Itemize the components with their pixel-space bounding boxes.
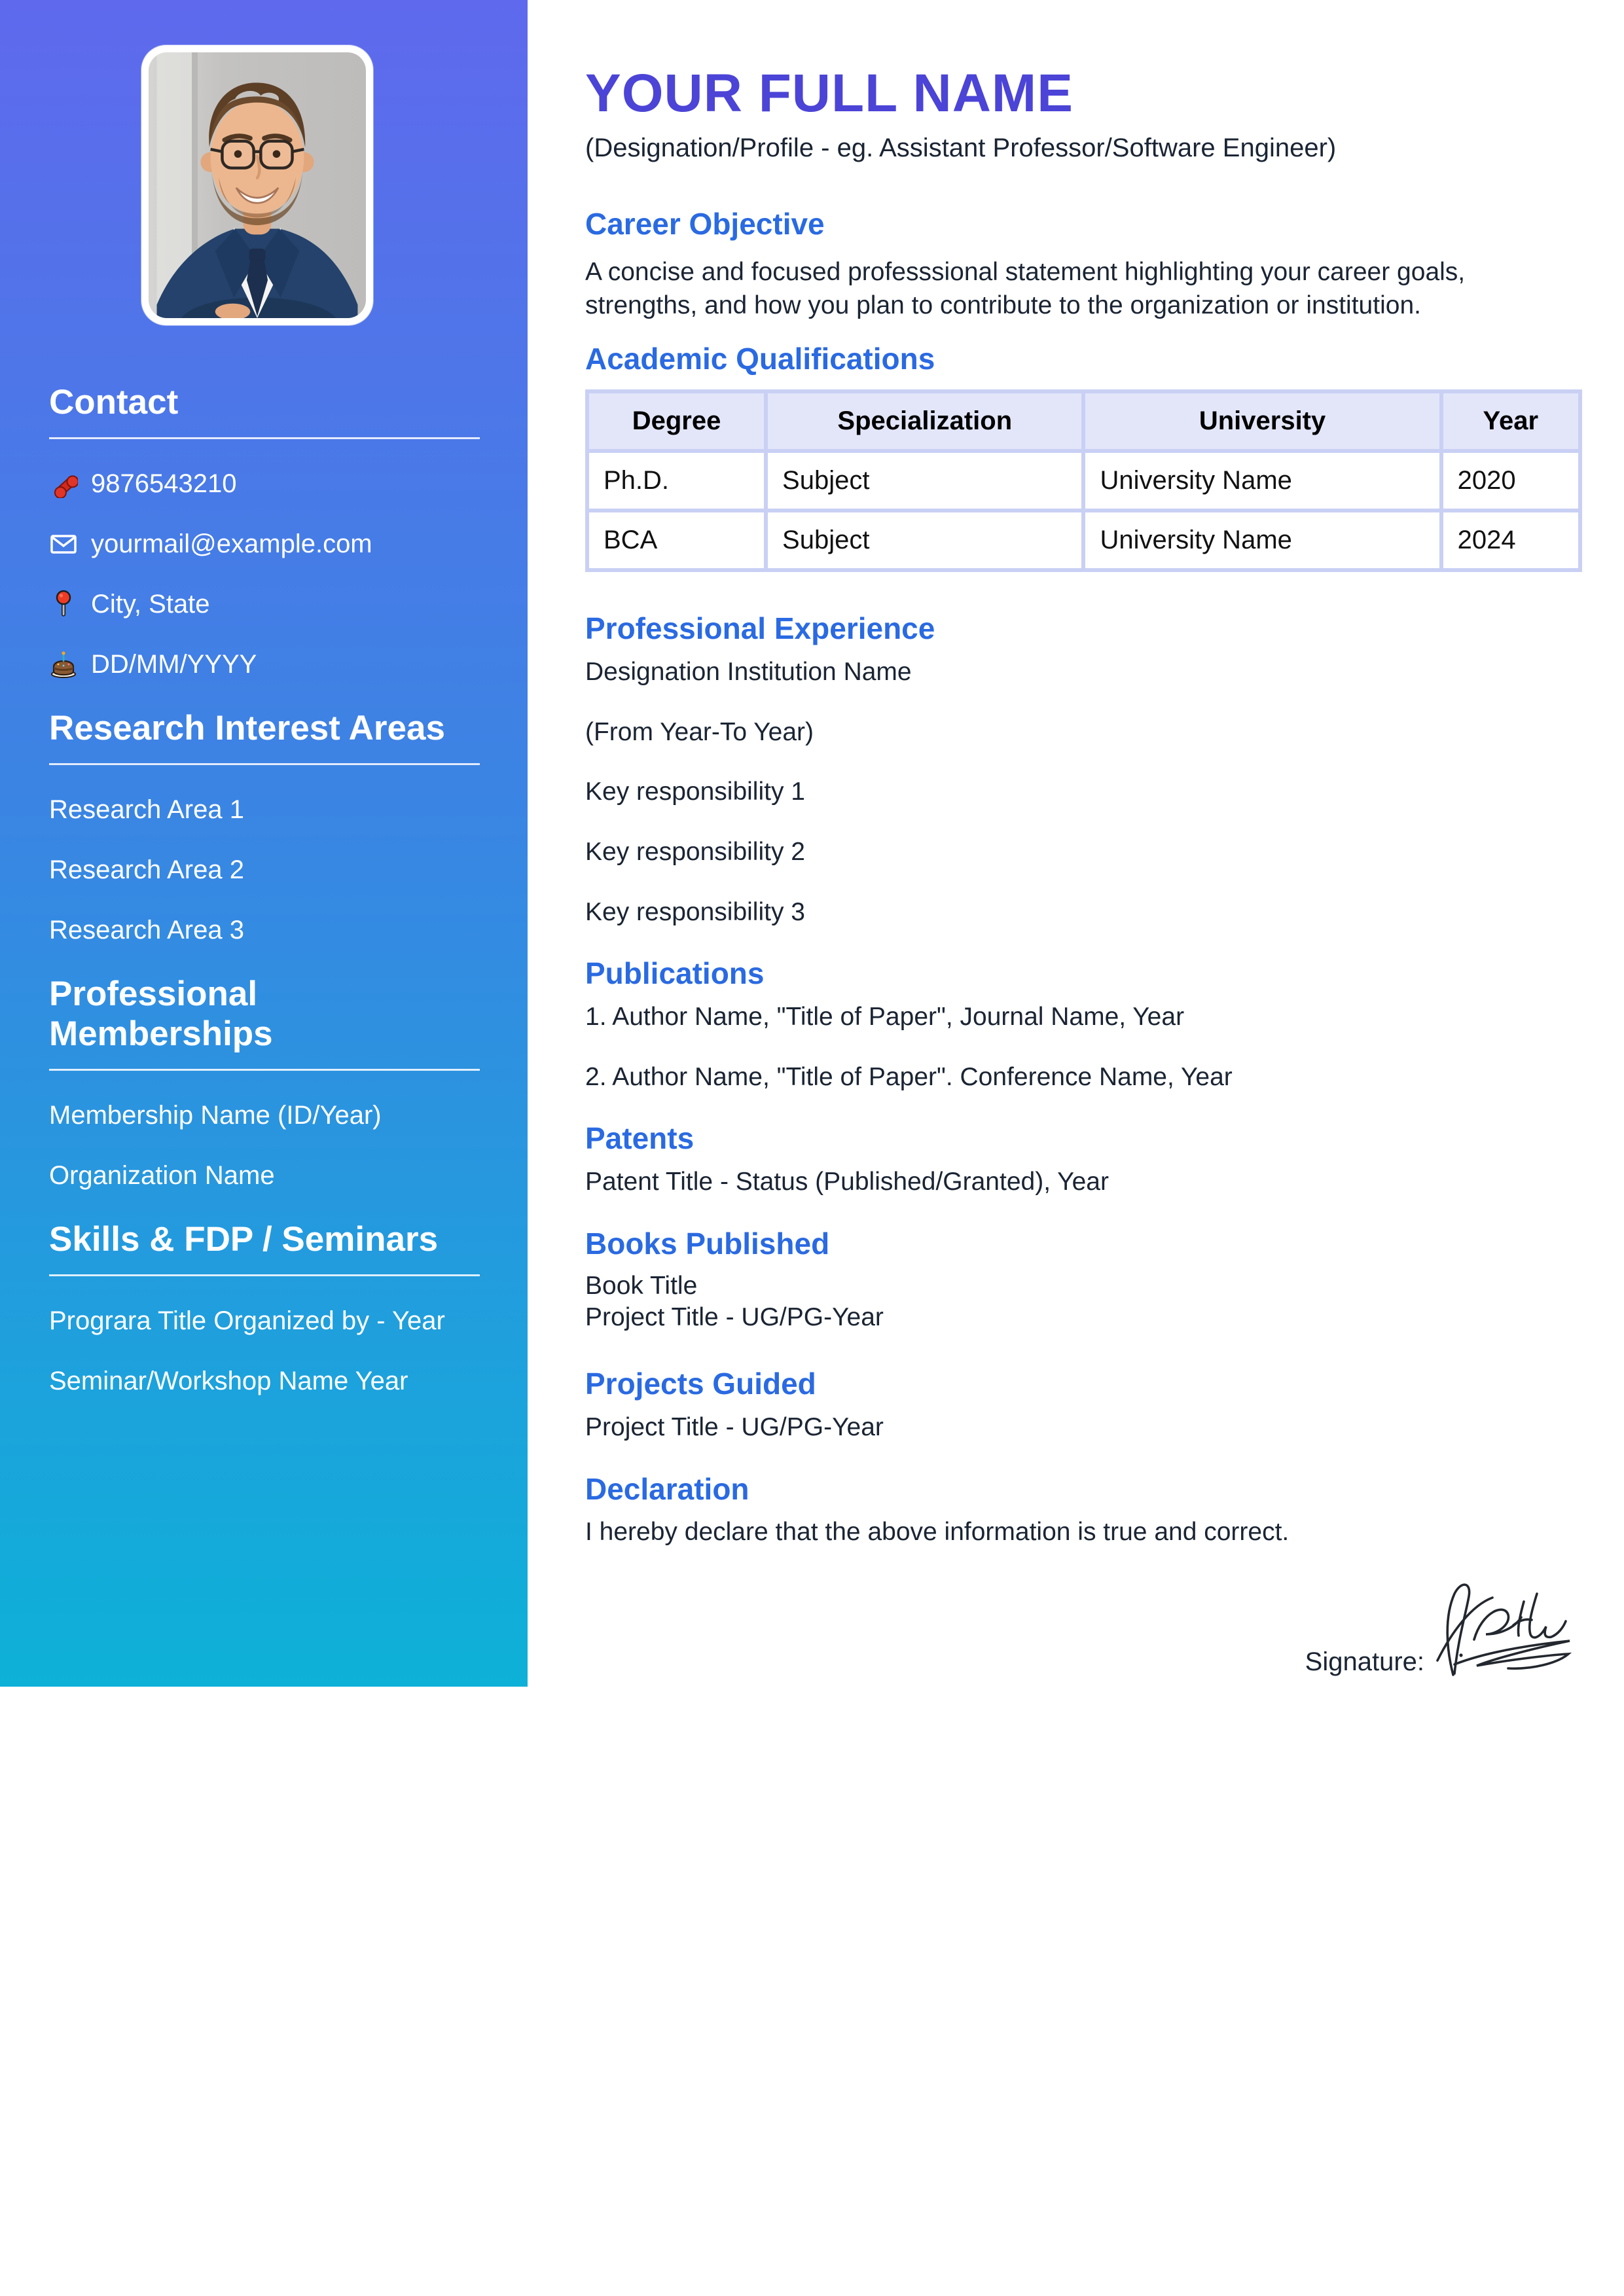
skills-item: Seminar/Workshop Name Year xyxy=(49,1366,408,1395)
research-areas-heading: Research Interest Areas xyxy=(49,709,480,765)
cell-year: 2020 xyxy=(1441,451,1580,511)
location-icon xyxy=(49,590,78,619)
books-block xyxy=(585,1270,1597,1335)
birthday-icon xyxy=(49,650,78,679)
designation: (Designation/Profile - eg. Assistant Professor/Software Engineer) xyxy=(585,134,1337,163)
contact-phone-text: 9876543210 xyxy=(91,469,237,498)
declaration-heading: Declaration xyxy=(585,1471,749,1506)
contact-item-email xyxy=(49,528,480,560)
research-area-item: Research Area 3 xyxy=(49,915,244,944)
cell-degree: BCA xyxy=(587,511,766,570)
experience-heading: Professional Experience xyxy=(585,611,935,646)
full-name: YOUR FULL NAME xyxy=(585,63,1074,123)
table-row xyxy=(587,511,1580,570)
contact-item-birthday xyxy=(49,649,480,680)
publication-item: 1. Author Name, "Title of Paper", Journal Name, Year xyxy=(585,1003,1185,1031)
research-area-item: Research Area 2 xyxy=(49,855,244,884)
cell-degree: Ph.D. xyxy=(587,451,766,511)
experience-line: Key responsibility 1 xyxy=(585,778,805,806)
academic-qualifications-heading: Academic Qualifications xyxy=(585,342,935,376)
book-line: Book Title xyxy=(585,1271,698,1300)
contact-item-location xyxy=(49,588,480,620)
experience-line: (From Year-To Year) xyxy=(585,717,814,746)
contact-email-text: yourmail@example.com xyxy=(91,529,372,558)
table-header-row xyxy=(587,391,1580,451)
career-objective-heading: Career Objective xyxy=(585,207,825,242)
contact-item-phone xyxy=(49,468,480,499)
declaration-text: I hereby declare that the above information is true and correct. xyxy=(585,1518,1290,1547)
phone-icon xyxy=(49,469,78,498)
col-header-year: Year xyxy=(1441,391,1580,451)
memberships-heading: Professional Memberships xyxy=(49,975,480,1071)
book-line: Project Title - UG/PG-Year xyxy=(585,1303,884,1332)
cell-specialization: Subject xyxy=(766,511,1083,570)
membership-item: Organization Name xyxy=(49,1160,275,1190)
career-objective-text: A concise and focused professsional statement highlighting your career goals, strengths, and how you plan to contribute to the organization or institution. xyxy=(585,258,1466,319)
project-line: Project Title - UG/PG-Year xyxy=(585,1412,884,1441)
membership-item: Membership Name (ID/Year) xyxy=(49,1100,382,1130)
contact-birthday-text: DD/MM/YYYY xyxy=(91,649,257,679)
publication-item: 2. Author Name, "Title of Paper". Conference Name, Year xyxy=(585,1062,1233,1091)
cell-year: 2024 xyxy=(1441,511,1580,570)
experience-line: Key responsibility 3 xyxy=(585,897,805,926)
projects-heading: Projects Guided xyxy=(585,1367,816,1401)
sidebar xyxy=(0,0,528,1687)
contact-location-text: City, State xyxy=(91,589,210,619)
main-content xyxy=(585,0,1597,1689)
sidebar-content xyxy=(49,0,480,1426)
col-header-degree: Degree xyxy=(587,391,766,451)
publications-heading: Publications xyxy=(585,956,765,991)
cell-specialization: Subject xyxy=(766,451,1083,511)
books-heading: Books Published xyxy=(585,1226,830,1261)
skills-item: Prograra Title Organized by - Year xyxy=(49,1306,445,1335)
col-header-specialization: Specialization xyxy=(766,391,1083,451)
experience-line: Designation Institution Name xyxy=(585,658,912,687)
signature-label: Signature: xyxy=(1305,1647,1424,1676)
cell-university: University Name xyxy=(1083,511,1441,570)
cell-university: University Name xyxy=(1083,451,1441,511)
signature-image xyxy=(1428,1577,1582,1691)
skills-heading: Skills & FDP / Seminars xyxy=(49,1220,480,1276)
signature-block xyxy=(585,1577,1582,1689)
mail-icon xyxy=(49,529,78,558)
col-header-university: University xyxy=(1083,391,1441,451)
patent-line: Patent Title - Status (Published/Granted), Year xyxy=(585,1168,1109,1196)
contact-heading: Contact xyxy=(49,383,480,439)
patents-heading: Patents xyxy=(585,1121,695,1156)
table-row xyxy=(587,451,1580,511)
academic-qualifications-table xyxy=(585,389,1582,572)
experience-line: Key responsibility 2 xyxy=(585,837,805,866)
research-area-item: Research Area 1 xyxy=(49,795,244,824)
